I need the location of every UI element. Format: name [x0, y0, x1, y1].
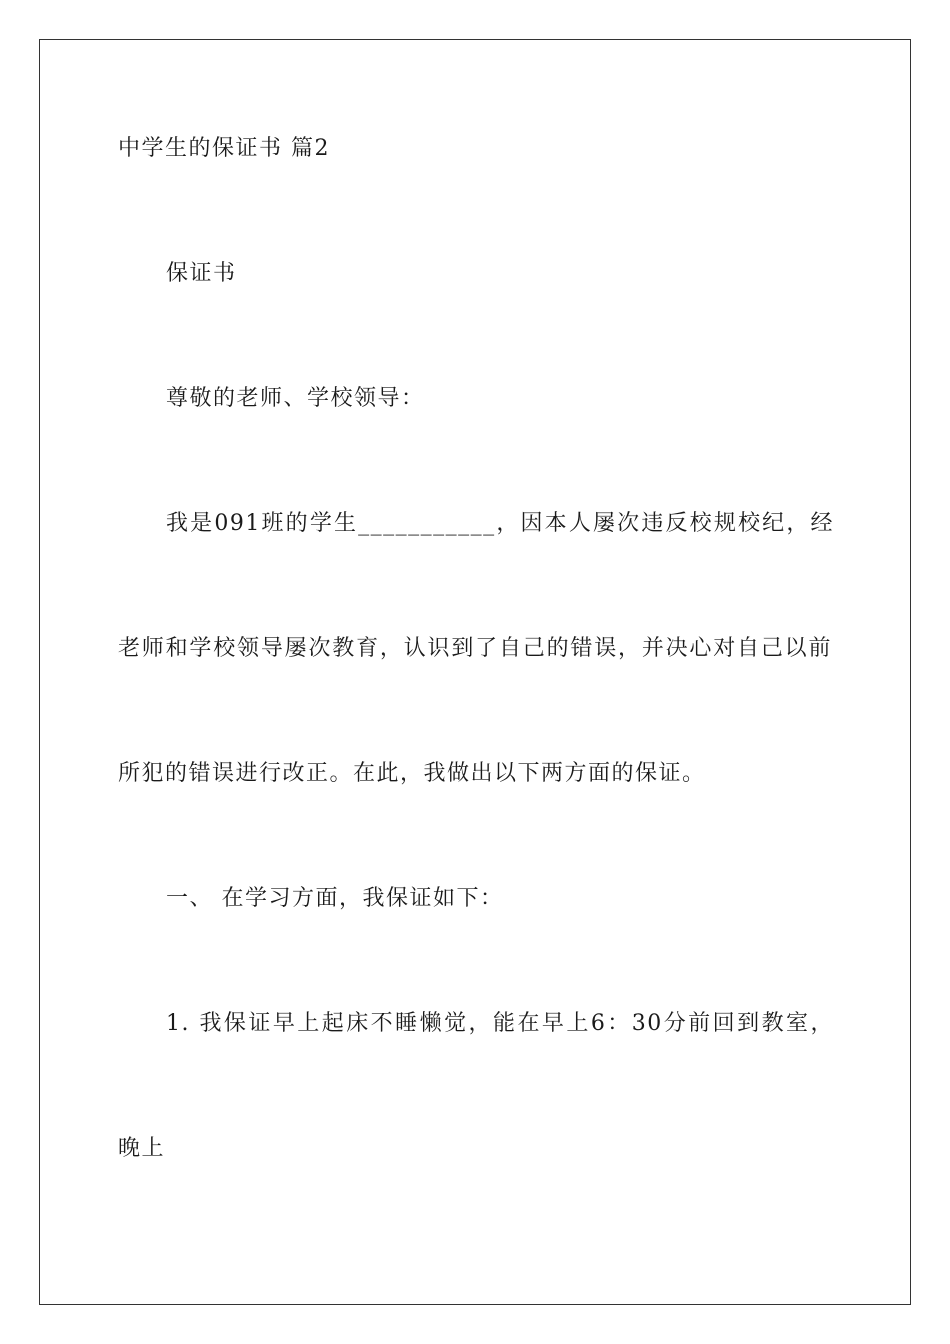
paragraph-1-line-2: 老师和学校领导屡次教育，认识到了自己的错误，并决心对自己以前 [118, 636, 832, 661]
item-1-line-1: 1. 我保证早上起床不睡懒觉，能在早上6：30分前回到教室， [166, 1011, 834, 1036]
document-heading: 中学生的保证书 篇2 [118, 136, 330, 161]
salutation: 尊敬的老师、学校领导： [166, 386, 425, 411]
section-1-heading: 一、 在学习方面，我保证如下： [166, 886, 504, 911]
document-title: 保证书 [166, 261, 237, 286]
item-1-line-2: 晚上 [118, 1136, 166, 1161]
paragraph-1-line-1: 我是091班的学生___________，因本人屡次违反校规校纪，经 [166, 511, 834, 536]
page-border [39, 39, 911, 1305]
paragraph-1-line-3: 所犯的错误进行改正。在此，我做出以下两方面的保证。 [118, 761, 706, 786]
